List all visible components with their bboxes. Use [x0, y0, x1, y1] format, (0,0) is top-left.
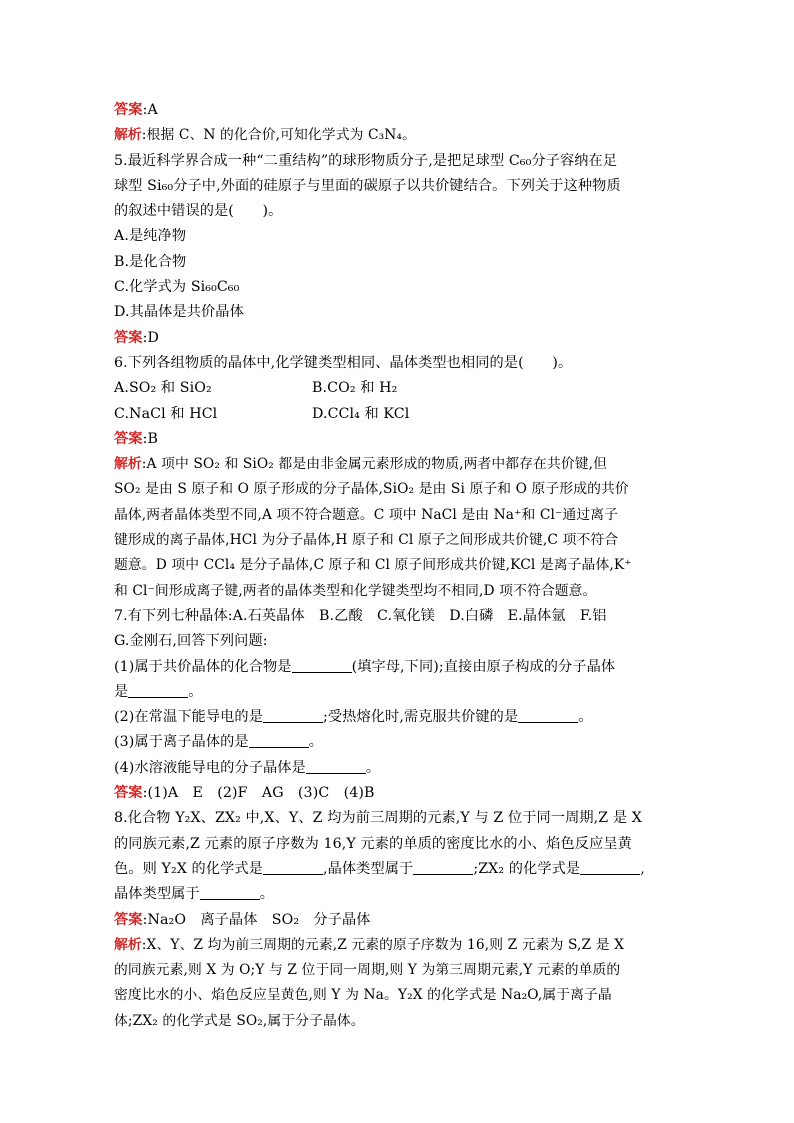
q7-part-4: (4)水溶液能导电的分子晶体是 。: [114, 759, 381, 776]
q8-stem: 的同族元素,Z 元素的原子序数为 16,Y 元素的单质的密度比水的小、焰色反应呈黄: [114, 835, 632, 852]
q5-option-b: B.是化合物: [114, 253, 187, 270]
q6-option-d: D.CCl₄ 和 KCl: [312, 405, 410, 422]
q7-answer-line: 答案:(1)A E (2)F AG (3)C (4)B: [114, 785, 375, 802]
fill-blank: [200, 885, 260, 900]
answer-label: 答案: [114, 430, 143, 447]
q8-analysis-line: 体;ZX₂ 的化学式是 SO₂,属于分子晶体。: [114, 1012, 365, 1029]
analysis-label: 解析: [114, 127, 142, 144]
q7-stem: G.金刚石,回答下列问题:: [114, 633, 268, 650]
q7-part-1: (1)属于共价晶体的化合物是 (填字母,下同);直接由原子构成的分子晶体: [114, 658, 616, 675]
answer-label: 答案: [114, 911, 143, 928]
q8-analysis-line: 解析:X、Y、Z 均为前三周期的元素,Z 元素的原子序数为 16,则 Z 元素为 S,Z 是 X: [114, 936, 625, 953]
answer-label: 答案: [114, 329, 143, 346]
fill-blank: [306, 759, 366, 774]
q7-stem: 7.有下列七种晶体:A.石英晶体 B.乙酸 C.氧化镁 D.白磷 E.晶体氩 F.铝: [114, 607, 607, 624]
fill-blank: [413, 860, 473, 875]
analysis-label: 解析: [114, 456, 142, 473]
fill-blank: [518, 708, 578, 723]
q6-option-a: A.SO₂ 和 SiO₂: [114, 380, 212, 397]
q6-analysis-line: 晶体,两者晶体类型不同,A 项不符合题意。C 项中 NaCl 是由 Na⁺和 Cl⁻通过离子: [114, 506, 619, 523]
q6-options-row-1: [114, 376, 690, 401]
answer-label: 答案: [114, 102, 143, 118]
fill-blank: [580, 860, 640, 875]
q5-option-d: D.其晶体是共价晶体: [114, 304, 244, 321]
q6-analysis-line: 和 Cl⁻间形成离子键,两者的晶体类型和化学键类型均不相同,D 项不符合题意。: [114, 582, 597, 599]
q8-analysis-line: 密度比水的小、焰色反应呈黄色,则 Y 为 Na。Y₂X 的化学式是 Na₂O,属于离子晶: [114, 987, 612, 1004]
fill-blank: [263, 708, 323, 723]
q4-answer-line: 答案:A: [114, 102, 158, 118]
q7-part-1-cont: 是 。: [114, 683, 203, 700]
q8-analysis-line: 的同族元素,则 X 为 O;Y 与 Z 位于同一周期,则 Y 为第三周期元素,Y 元素的单质的: [114, 962, 621, 979]
q7-part-3: (3)属于离子晶体的是 。: [114, 734, 323, 751]
fill-blank: [249, 733, 309, 748]
fill-blank: [292, 657, 352, 672]
q8-stem: 晶体类型属于 。: [114, 886, 275, 903]
q4-analysis-line: 解析:根据 C、N 的化合价,可知化学式为 C₃N₄。: [114, 127, 416, 144]
q5-option-c: C.化学式为 Si₆₀C₆₀: [114, 279, 240, 296]
q7-part-2: (2)在常温下能导电的是 ;受热熔化时,需克服共价键的是 。: [114, 709, 593, 726]
q6-analysis-line: 解析:A 项中 SO₂ 和 SiO₂ 都是由非金属元素形成的物质,两者中都存在共价键,但: [114, 456, 608, 473]
q8-stem: 色。则 Y₂X 的化学式是 ,晶体类型属于 ;ZX₂ 的化学式是 ,: [114, 860, 645, 877]
q6-stem: 6.下列各组物质的晶体中,化学键类型相同、晶体类型也相同的是( )。: [114, 354, 573, 371]
q8-answer-line: 答案:Na₂O 离子晶体 SO₂ 分子晶体: [114, 911, 371, 928]
q6-analysis-line: 题意。D 项中 CCl₄ 是分子晶体,C 原子和 Cl 原子间形成共价键,KCl 是离子晶体,K⁺: [114, 557, 632, 574]
q6-option-b: B.CO₂ 和 H₂: [312, 380, 398, 397]
q5-stem: 的叙述中错误的是( )。: [114, 203, 283, 220]
q5-option-a: A.是纯净物: [114, 228, 187, 245]
document-page: [114, 98, 690, 1034]
q5-stem: 球型 Si₆₀分子中,外面的硅原子与里面的碳原子以共价键结合。下列关于这种物质: [114, 177, 621, 194]
q6-analysis-line: SO₂ 是由 S 原子和 O 原子形成的分子晶体,SiO₂ 是由 Si 原子和 O 原子形成的共价: [114, 481, 629, 498]
q8-stem: 8.化合物 Y₂X、ZX₂ 中,X、Y、Z 均为前三周期的元素,Y 与 Z 位于同一周期,Z 是 X: [114, 810, 642, 827]
q6-analysis-line: 键形成的离子晶体,HCl 为分子晶体,H 原子和 Cl 原子之间形成共价键,C 项不符合: [114, 532, 619, 549]
answer-label: 答案: [114, 785, 143, 802]
q6-options-row-2: [114, 402, 690, 427]
q6-answer-line: 答案:B: [114, 430, 158, 447]
q5-answer-line: 答案:D: [114, 329, 159, 346]
fill-blank: [263, 860, 323, 875]
fill-blank: [128, 683, 188, 698]
q6-option-c: C.NaCl 和 HCl: [114, 405, 218, 422]
analysis-label: 解析: [114, 936, 142, 953]
q5-stem: 5.最近科学界合成一种“二重结构”的球形物质分子,是把足球型 C₆₀分子容纳在足: [114, 152, 618, 169]
